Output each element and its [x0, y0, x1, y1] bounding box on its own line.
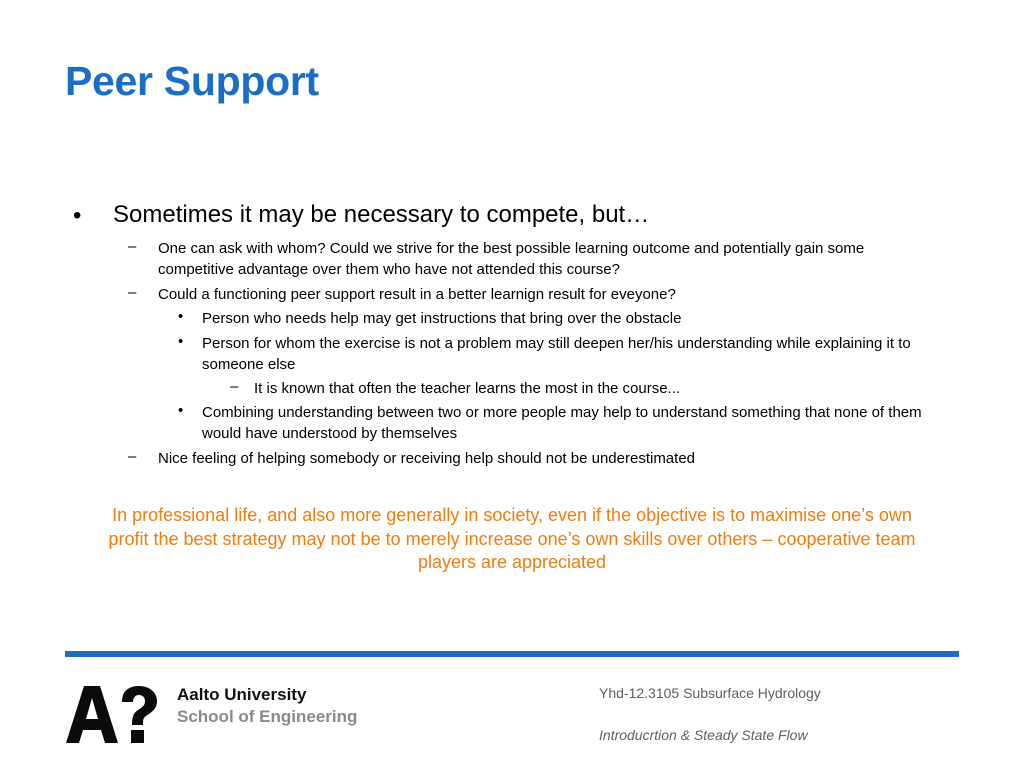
- university-name: Aalto University: [177, 685, 307, 704]
- footer-course-code: Yhd-12.3105 Subsurface Hydrology: [599, 685, 821, 701]
- bullet-text: Could a functioning peer support result in a better learnign result for eveyone?: [158, 286, 676, 303]
- bullet-marker: •: [178, 333, 184, 350]
- bullet-marker: •: [178, 308, 184, 325]
- slide-title: Peer Support: [65, 58, 319, 104]
- bullet-text: Combining understanding between two or more people may help to understand something that none of them would have understood by themselves: [202, 404, 922, 442]
- aalto-logo-icon: [66, 686, 158, 749]
- university-logo-text: [177, 684, 357, 728]
- bullet-text: It is known that often the teacher learns the most in the course...: [254, 380, 681, 397]
- bullet-marker: •: [178, 402, 184, 419]
- dash-marker: –: [230, 378, 239, 395]
- dash-marker: –: [128, 238, 137, 255]
- bullet-marker: •: [73, 202, 82, 229]
- school-name: School of Engineering: [177, 707, 358, 726]
- bullet-text: Nice feeling of helping somebody or receiving help should not be underestimated: [158, 450, 696, 467]
- footer-topic: Introducrtion & Steady State Flow: [599, 727, 808, 743]
- dash-marker: –: [128, 284, 137, 301]
- callout-text: In professional life, and also more generally in society, even if the objective is to maximise one’s own profit the best strategy may not be to merely increase one’s own skills over others – cooperative team players are appreciated: [108, 505, 916, 572]
- bullet-text: One can ask with whom? Could we strive for the best possible learning outcome and potentially gain some competitive advantage over them who have not attended this course?: [158, 240, 865, 278]
- bullet-text: Person for whom the exercise is not a problem may still deepen her/his understanding while explaining it to someone else: [202, 335, 911, 373]
- bullet-text: Sometimes it may be necessary to compete, but…: [113, 201, 650, 228]
- bullet-text: Person who needs help may get instructions that bring over the obstacle: [202, 310, 682, 327]
- dash-marker: –: [128, 448, 137, 465]
- footer-divider: [65, 651, 959, 657]
